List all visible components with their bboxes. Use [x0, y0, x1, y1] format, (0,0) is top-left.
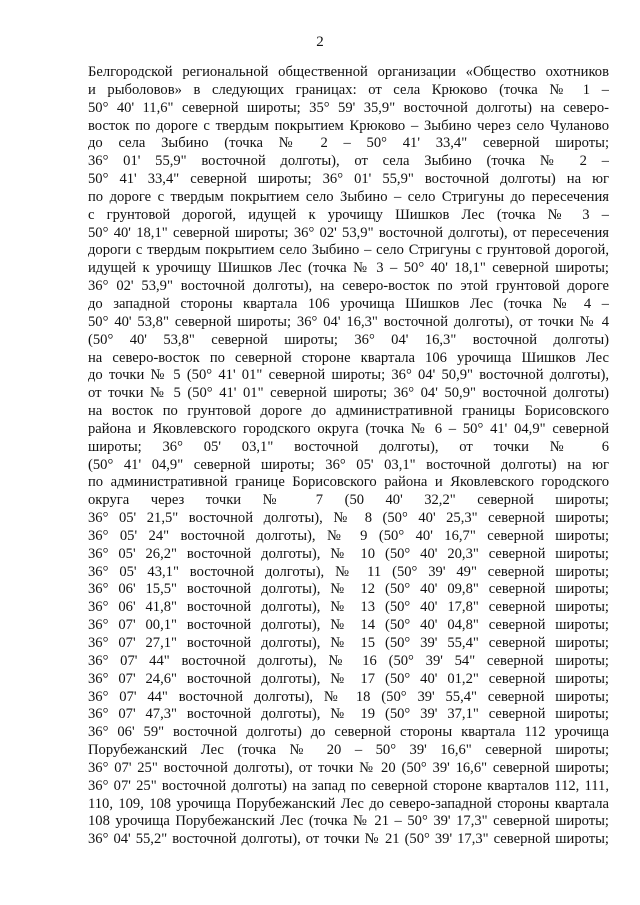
body-text [88, 64, 609, 849]
text-line: 36° 04' 55,2" восточной долготы), от точки № 21 (50° 39' 17,3" северной широты; [88, 831, 609, 848]
text-line: 36° 07' 25" восточной долготы) на запад по северной стороне кварталов 112, 111, [88, 777, 609, 794]
text-line: на северо-восток по северной стороне квартала 106 урочища Шишков Лес [88, 349, 609, 366]
text-line: до точки № 5 (50° 41' 01" северной широты; 36° 04' 50,9" восточной долготы), [88, 367, 609, 384]
text-line: 36° 02' 53,9" восточной долготы), на северо-восток по этой грунтовой дороге [88, 278, 609, 295]
text-line: 36° 07' 44" восточной долготы), № 18 (50° 39' 55,4" северной широты; [88, 688, 609, 705]
text-line: 50° 40' 11,6" северной широты; 35° 59' 35,9" восточной долготы) на северо- [88, 99, 609, 116]
text-line: 36° 07' 47,3" восточной долготы), № 19 (50° 39' 37,1" северной широты; [88, 706, 609, 723]
text-line: идущей к урочищу Шишков Лес (точка № 3 – 50° 40' 18,1" северной широты; [88, 260, 609, 277]
text-line: и рыболовов» в следующих границах: от села Крюково (точка № 1 – [88, 81, 609, 98]
text-line: 110, 109, 108 урочища Порубежанский Лес до северо-западной стороны квартала [88, 795, 609, 812]
text-line: с грунтовой дорогой, идущей к урочищу Шишков Лес (точка № 3 – [88, 206, 609, 223]
text-line: 36° 05' 21,5" восточной долготы), № 8 (50° 40' 25,3" северной широты; [88, 510, 609, 527]
text-line: 36° 05' 43,1" восточной долготы), № 11 (50° 39' 49" северной широты; [88, 563, 609, 580]
text-line: 36° 06' 41,8" восточной долготы), № 13 (50° 40' 17,8" северной широты; [88, 599, 609, 616]
text-line: на восток по грунтовой дороге до административной границы Борисовского [88, 403, 609, 420]
text-line: (50° 41' 04,9" северной широты; 36° 05' 03,1" восточной долготы) на юг [88, 456, 609, 473]
text-line: 36° 07' 27,1" восточной долготы), № 15 (50° 39' 55,4" северной широты; [88, 635, 609, 651]
text-line: 36° 07' 00,1" восточной долготы), № 14 (50° 40' 04,8" северной широты; [88, 617, 609, 634]
text-line: района и Яковлевского городского округа (точка № 6 – 50° 41' 04,9" северной [88, 420, 609, 437]
text-line: до села Зыбино (точка № 2 – 50° 41' 33,4" северной широты; [88, 135, 609, 152]
text-line: 108 урочища Порубежанский Лес (точка № 21 – 50° 39' 17,3" северной широты; [88, 813, 609, 830]
text-line: широты; 36° 05' 03,1" восточной долготы), от точки № 6 [88, 438, 609, 455]
text-line: Порубежанский Лес (точка № 20 – 50° 39' 16,6" северной широты; [88, 742, 609, 759]
text-line: 36° 07' 24,6" восточной долготы), № 17 (50° 40' 01,2" северной широты; [88, 670, 609, 687]
text-line: 36° 05' 24" восточной долготы), № 9 (50° 40' 16,7" северной широты; [88, 527, 609, 544]
text-line: (50° 40' 53,8" северной широты; 36° 04' 16,3" восточной долготы) [88, 331, 609, 348]
text-line: восток по дороге с твердым покрытием Крюково – Зыбино через село Чуланово [88, 117, 609, 134]
text-line: по административной границе Борисовского района и Яковлевского городского [88, 474, 609, 491]
text-line: 36° 07' 44" восточной долготы), № 16 (50° 39' 54" северной широты; [88, 652, 609, 669]
text-line: 36° 01' 55,9" восточной долготы), от села Зыбино (точка № 2 – [88, 153, 609, 170]
text-line: до западной стороны квартала 106 урочища Шишков Лес (точка № 4 – [88, 295, 609, 312]
text-line: от точки № 5 (50° 41' 01" северной широты; 36° 04' 50,9" восточной долготы) [88, 385, 609, 402]
text-line: дороги с твердым покрытием село Зыбино – село Стригуны с грунтовой дорогой, [88, 242, 609, 259]
text-line: Белгородской региональной общественной организации «Общество охотников [88, 64, 609, 80]
text-line: округа через точки № 7 (50 40' 32,2" северной широты; [88, 492, 609, 509]
text-line: 50° 41' 33,4" северной широты; 36° 01' 55,9" восточной долготы) на юг [88, 171, 609, 188]
text-line: 36° 05' 26,2" восточной долготы), № 10 (50° 40' 20,3" северной широты; [88, 545, 609, 562]
text-line: 36° 07' 25" восточной долготы), от точки № 20 (50° 39' 16,6" северной широты; [88, 759, 609, 776]
text-line: 50° 40' 18,1" северной широты; 36° 02' 53,9" восточной долготы), от пересечения [88, 224, 609, 241]
text-line: 36° 06' 59" восточной долготы) до северной стороны квартала 112 урочища [88, 724, 609, 741]
text-line: по дороге с твердым покрытием село Зыбино – село Стригуны до пересечения [88, 188, 609, 205]
text-line: 36° 06' 15,5" восточной долготы), № 12 (50° 40' 09,8" северной широты; [88, 581, 609, 598]
page-number: 2 [316, 34, 324, 50]
text-line: 50° 40' 53,8" северной широты; 36° 04' 16,3" восточной долготы), от точки № 4 [88, 313, 609, 330]
